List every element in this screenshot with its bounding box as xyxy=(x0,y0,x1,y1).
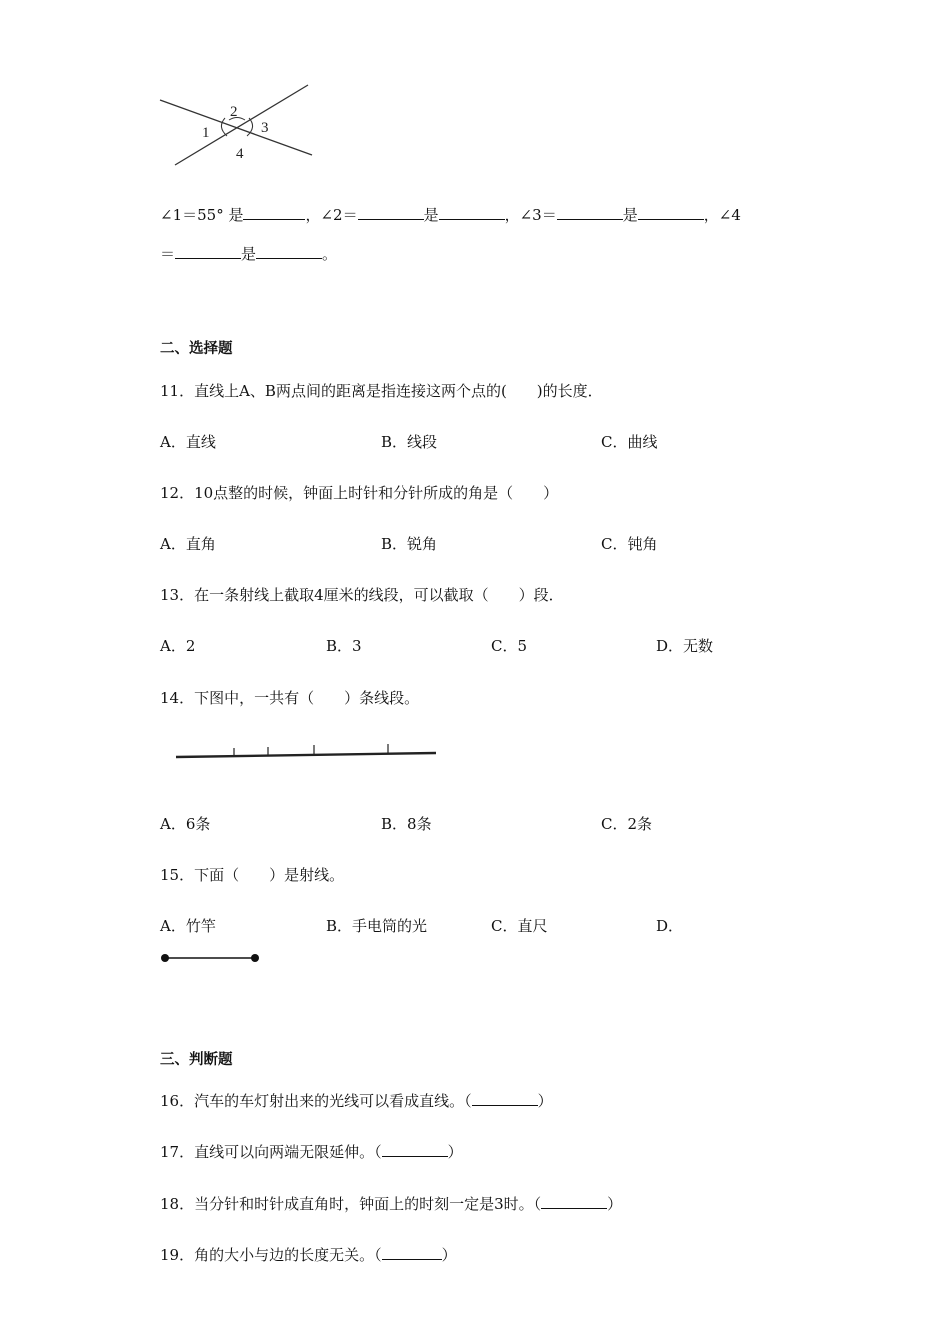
q10-text-4: ，∠3＝ xyxy=(504,206,557,224)
q15-option-c[interactable]: C．直尺 xyxy=(491,917,548,935)
q10-text-8: 是 xyxy=(241,245,257,263)
q12-option-a[interactable]: A．直角 xyxy=(160,535,216,553)
answer-blank[interactable] xyxy=(439,205,505,220)
q19-close: ） xyxy=(441,1246,457,1264)
q10-line-2 xyxy=(160,243,337,264)
q15-stem: 15．下面（ ）是射线。 xyxy=(160,866,345,884)
q10-text-2: ，∠2＝ xyxy=(305,206,358,224)
q10-text-3: 是 xyxy=(423,206,439,224)
q12-stem: 12．10点整的时候，钟面上时针和分针所成的角是（ ） xyxy=(160,484,559,502)
q15-option-a[interactable]: A．竹竿 xyxy=(160,917,216,935)
q10-text-9: 。 xyxy=(322,245,338,263)
q10-text-1: ∠1＝55° 是 xyxy=(160,206,244,224)
segment-figure xyxy=(172,740,442,770)
q14-stem: 14．下图中，一共有（ ）条线段。 xyxy=(160,689,420,707)
endpoint-dot xyxy=(251,954,259,962)
answer-blank[interactable] xyxy=(541,1194,607,1209)
q13-option-b[interactable]: B．3 xyxy=(326,637,362,655)
answer-blank[interactable] xyxy=(638,205,704,220)
q13-option-a[interactable]: A．2 xyxy=(160,637,196,655)
q19-stem: 19．角的大小与边的长度无关。（ xyxy=(160,1246,382,1264)
q16 xyxy=(160,1090,553,1111)
answer-blank[interactable] xyxy=(256,244,322,259)
q12-option-c[interactable]: C．钝角 xyxy=(601,535,658,553)
q14-option-b[interactable]: B．8条 xyxy=(381,815,432,833)
q11-option-c[interactable]: C．曲线 xyxy=(601,433,658,451)
q17-close: ） xyxy=(447,1143,463,1161)
segment-with-endpoints-figure xyxy=(158,950,268,966)
q14-option-c[interactable]: C．2条 xyxy=(601,815,653,833)
angle-label-4: 4 xyxy=(236,146,244,162)
angle-label-1: 1 xyxy=(202,125,210,141)
q11-option-a[interactable]: A．直线 xyxy=(160,433,216,451)
q18-close: ） xyxy=(607,1195,623,1213)
angle-label-3: 3 xyxy=(261,120,269,136)
q10-text-5: 是 xyxy=(622,206,638,224)
q17 xyxy=(160,1141,463,1162)
q12-option-b[interactable]: B．锐角 xyxy=(381,535,438,553)
section-title-judgment: 三、判断题 xyxy=(160,1052,233,1068)
answer-blank[interactable] xyxy=(382,1245,442,1260)
q13-option-c[interactable]: C．5 xyxy=(491,637,528,655)
q18-stem: 18．当分针和时针成直角时，钟面上的时刻一定是3时。（ xyxy=(160,1195,542,1213)
q19 xyxy=(160,1244,457,1265)
endpoint-dot xyxy=(161,954,169,962)
q10-line-1 xyxy=(160,204,741,225)
answer-blank[interactable] xyxy=(382,1142,448,1157)
q15-option-b[interactable]: B．手电筒的光 xyxy=(326,917,428,935)
intersecting-lines-figure xyxy=(155,80,325,170)
answer-blank[interactable] xyxy=(472,1091,538,1106)
q15-option-d[interactable]: D． xyxy=(656,917,684,935)
answer-blank[interactable] xyxy=(175,244,241,259)
q18 xyxy=(160,1193,622,1214)
section-title-choice: 二、选择题 xyxy=(160,341,233,357)
q14-option-a[interactable]: A．6条 xyxy=(160,815,211,833)
q13-stem: 13．在一条射线上截取4厘米的线段，可以截取（ ）段． xyxy=(160,586,564,604)
q10-text-7: ＝ xyxy=(160,245,176,263)
answer-blank[interactable] xyxy=(243,205,305,220)
angle-label-2: 2 xyxy=(230,104,238,120)
angle-arc-left xyxy=(221,118,227,136)
q11-stem: 11．直线上A、B两点间的距离是指连接这两个点的( )的长度． xyxy=(160,382,603,400)
q13-option-d[interactable]: D．无数 xyxy=(656,637,714,655)
q16-stem: 16．汽车的车灯射出来的光线可以看成直线。（ xyxy=(160,1092,472,1110)
q16-close: ） xyxy=(537,1092,553,1110)
q11-option-b[interactable]: B．线段 xyxy=(381,433,438,451)
q10-text-6: ，∠4 xyxy=(703,206,741,224)
answer-blank[interactable] xyxy=(557,205,623,220)
base-line xyxy=(176,753,436,757)
answer-blank[interactable] xyxy=(358,205,424,220)
q17-stem: 17．直线可以向两端无限延伸。（ xyxy=(160,1143,382,1161)
